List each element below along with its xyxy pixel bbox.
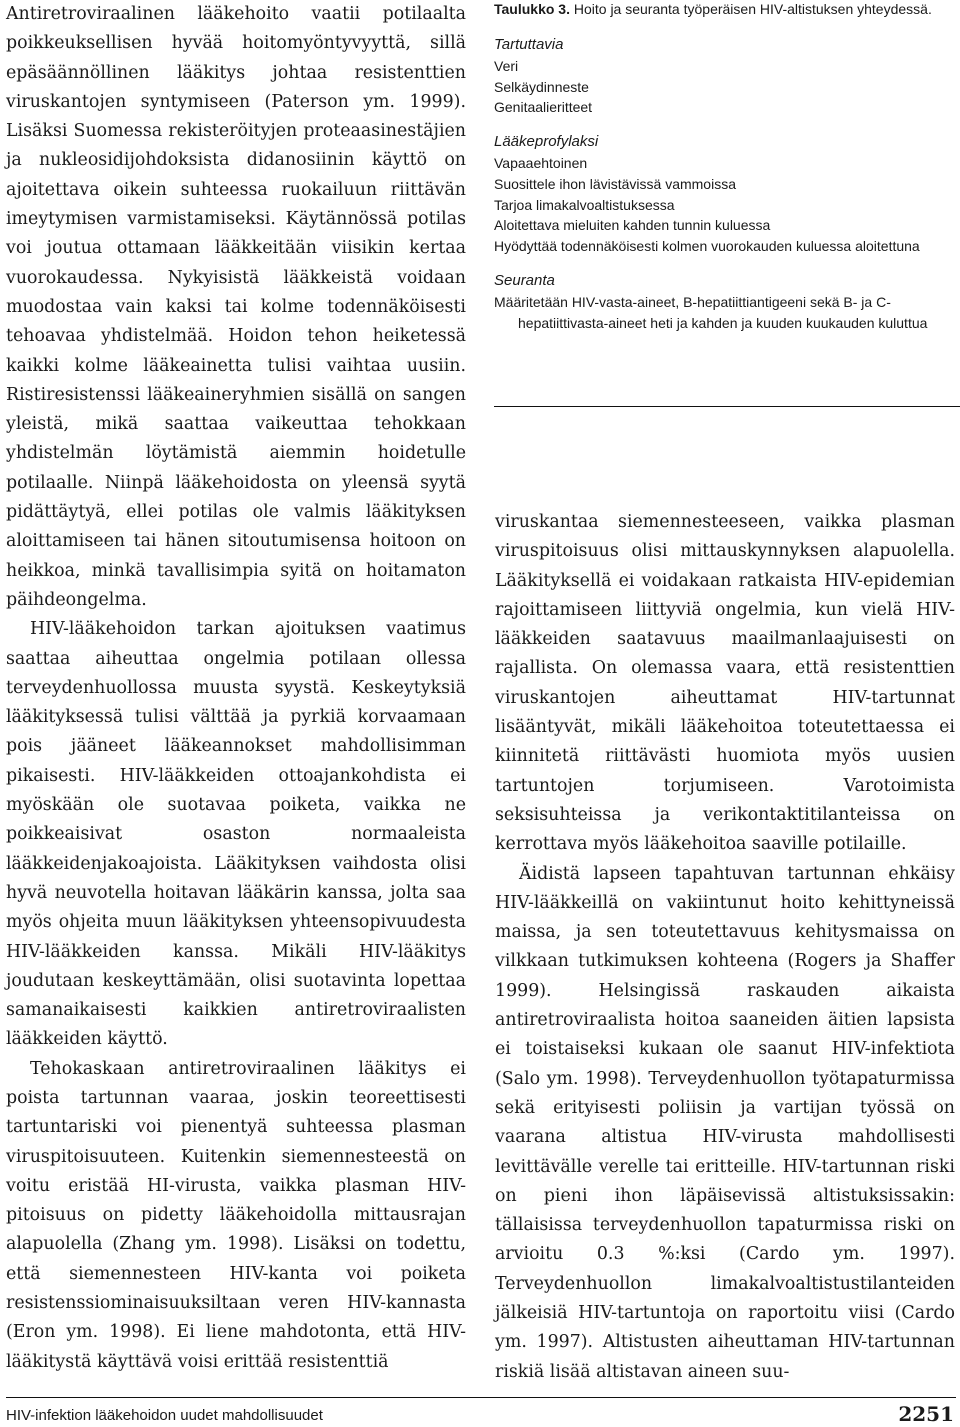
right-text-column bbox=[495, 508, 955, 1387]
section-item: Aloitettava mieluiten kahden tunnin kuluessa bbox=[494, 217, 771, 234]
section-item: Selkäydinneste bbox=[494, 78, 589, 95]
table-3 bbox=[494, 0, 960, 407]
section-item: Vapaaehtoinen bbox=[494, 154, 588, 171]
running-footer-title: HIV-infektion lääkehoidon uudet mahdollisuudet bbox=[6, 1407, 323, 1424]
section-item: Suosittele ihon lävistävissä vammoissa bbox=[494, 175, 736, 192]
body-paragraph: Antiretroviraalinen lääkehoito vaatii potilaalta poikkeuksellisen hyvää hoitomyöntyvyyttä, sillä epäsäännöllinen lääkitys johtaa resistenttien viruskantojen syntymiseen (Paterson ym. 1999). Lisäksi Suomessa rekisteröityjen proteaasinestäjien ja nukleosidijohdoksista didanosiinin käyttö on ajoitettava oikein suhteessa ruokailuun riittävän imeytymisen varmistamiseksi. Käytännössä potilas voi joutua ottamaan lääkkeitään viisikin kertaa vuorokaudessa. Nykyisistä lääkkeistä voidaan muodostaa vain kaksi tai kolme todennäköisesti tehoavaa yhdistelmää. Hoidon tehon heiketessä kaikki kolme lääkeainetta tulisi vaihtaa uusiin. Ristiresistenssi lääkeaineryhmien sisällä on sangen yleistä, mikä saattaa vaikeuttaa tehokkaan yhdistelmän löytämistä aiemmin hoidetulle potilaalle. Niinpä lääkehoidosta on yleensä syytä pidättäytyä, ellei potilas ole valmis lääkityksen aloittamiseen tai hänen sitoutumisensa hoitoon on heikkoa, minkä tavallisimpia syitä on hoitamaton päihdeongelma. bbox=[6, 4, 466, 610]
body-paragraph: viruskantaa siemennesteeseen, vaikka plasman viruspitoisuus olisi mittauskynnyksen alapuolella. Lääkityksellä ei voidakaan ratkaista HIV-epidemian rajoittamiseen liittyviä ongelmia, kun vielä HIV-lääkkeiden saatavuus maailmanlaajuisesti on rajallista. On olemassa vaara, että resistenttien viruskantojen aiheuttamat HIV-tartunnat lisääntyvät, mikäli lääkehoitoa toteutettaessa ei kiinnitetä riittävästi huomiota myös uusien tartuntojen torjumiseen. Varotoimista seksisuhteissa ja verikontaktitilanteissa on kerrottava myös lääkehoitoa saaville potilaille. bbox=[495, 512, 955, 855]
section-item: Veri bbox=[494, 57, 519, 74]
table-label: Taulukko 3. bbox=[494, 1, 570, 17]
table-caption-text: Hoito ja seuranta työperäisen HIV-altistuksen yhteydessä. bbox=[573, 1, 932, 17]
body-paragraph: Äidistä lapseen tapahtuvan tartunnan ehkäisy HIV-lääkkeillä on vakiintunut hoito kehittyneissä maissa, ja sen toteutettavuus kehitysmaissa on vilkkaan tutkimuksen kohteena (Rogers ja Shaffer 1999). Helsingissä raskauden aikaista antiretroviraalista hoitoa saaneiden äitien lapsista ei toistaiseksi kukaan ole saanut HIV-infektiota (Salo ym. 1998). Terveydenhuollon työtapaturmissa sekä erityisesti poliisin ja vartijan työssä on vaarana altistua HIV-virusta mahdollisesti levittävälle verelle tai eritteille. HIV-tartunnan riski on pieni ihon läpäisevissä altistuksissakin: tällaisissa terveydenhuollon tapaturmissa riski on arvioitu 0.3 %:ksi (Cardo ym. 1997). Terveydenhuollon limakalvoaltistustilanteiden jälkeisiä HIV-tartuntoja on raportoitu viisi (Cardo ym. 1997). Altistusten aiheuttaman HIV-tartunnan riskiä lisää altistavan aineen suu- bbox=[495, 863, 955, 1382]
section-title: Seuranta bbox=[494, 271, 555, 289]
section-item: Hyödyttää todennäköisesti kolmen vuorokauden kuluessa aloitettuna bbox=[494, 238, 920, 255]
left-text-column bbox=[6, 0, 466, 1377]
section-title: Lääkeprofylaksi bbox=[494, 133, 599, 151]
table-section-laakeprofylaksi bbox=[494, 132, 960, 257]
section-title: Tartuttavia bbox=[494, 36, 564, 53]
table-section-tartuttavia bbox=[494, 35, 960, 118]
footer-divider bbox=[6, 1397, 956, 1398]
table-section-seuranta bbox=[494, 271, 960, 333]
section-item: Genitaalieritteet bbox=[494, 99, 593, 116]
page-number: 2251 bbox=[898, 1402, 954, 1426]
table-caption bbox=[494, 0, 960, 19]
body-paragraph: HIV-lääkehoidon tarkan ajoituksen vaatimus saattaa aiheuttaa ongelmia potilaan ollessa terveydenhuollossa muusta syystä. Keskeytyksiä lääkityksessä tulisi välttää ja pyrkiä korvaamaan pois jääneet lääkeannokset mahdollisimman pikaisesti. HIV-lääkkeiden ottoajankohdista ei myöskään ole suotavaa poiketa, vaikka ne poikkeaisivat osaston normaaleista lääkkeidenjakoajoista. Lääkityksen vaihdosta olisi hyvä neuvotella hoitavan lääkärin kanssa, jolta saa myös ohjeita muun lääkityksen yhteensopivuudesta HIV-lääkkeiden kanssa. Mikäli HIV-lääkitys joudutaan keskeyttämään, olisi suotavinta lopettaa samanaikaisesti kaikkien antiretroviraalisten lääkkeiden käyttö. bbox=[6, 619, 466, 1050]
body-paragraph: Tehokaskaan antiretroviraalinen lääkitys ei poista tartunnan vaaraa, joskin teoreettisesti tartuntariski voi pienentyä suhteessa plasman viruspitoisuuteen. Kuitenkin siemennesteestä on voitu eristää HI-virusta, vaikka plasman HIV-pitoisuus on pidetty lääkehoidolla mittausrajan alapuolella (Zhang ym. 1998). Lisäksi on todettu, että siemennesteen HIV-kanta voi poiketa resistenssiominaisuuksiltaan veren HIV-kannasta (Eron ym. 1998). Ei liene mahdotonta, että HIV-lääkitystä käyttävä voisi erittää resistenttiä bbox=[6, 1058, 466, 1372]
section-item: Määritetään HIV-vasta-aineet, B-hepatiittiantigeeni sekä B- ja C-hepatiittivasta-aineet heti ja kahden ja kuuden kuukauden kuluttua bbox=[494, 293, 928, 331]
section-item: Tarjoa limakalvoaltistuksessa bbox=[494, 196, 675, 213]
